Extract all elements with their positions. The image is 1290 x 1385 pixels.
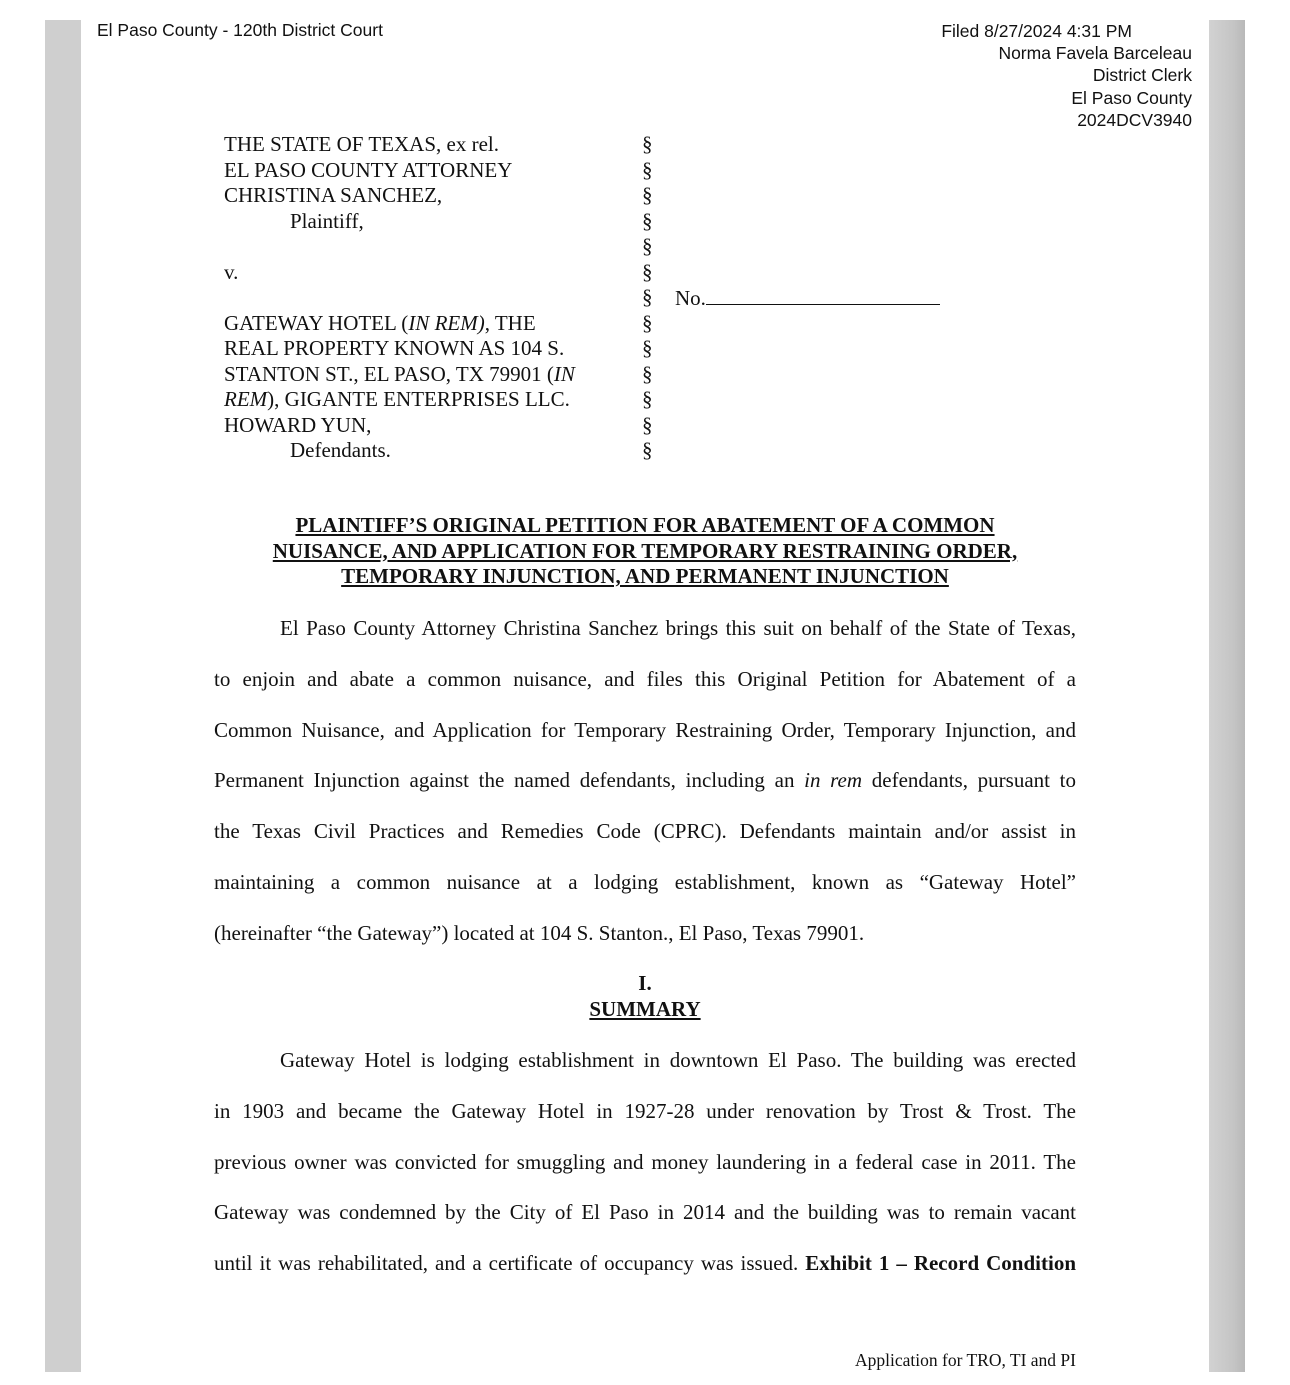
case-number: 2024DCV3940 (1077, 109, 1192, 130)
section-symbol: § (642, 438, 653, 462)
section-symbol: § (642, 208, 653, 233)
left-page-margin (45, 20, 81, 1372)
defendant-role: Defendants. (290, 438, 391, 462)
summary-line (214, 1248, 1076, 1299)
defendant-text: , THE (484, 310, 536, 335)
cause-number-blank (706, 285, 940, 305)
title-line-1: PLAINTIFF’S ORIGINAL PETITION FOR ABATEMENT OF A COMMON (295, 513, 995, 537)
summary-line: in 1903 and became the Gateway Hotel in 1927-28 under renovation by Trost & Trost. The (214, 1098, 1076, 1123)
section-heading (214, 971, 1076, 1022)
cause-number-field (675, 285, 940, 311)
clerk-name: Norma Favela Barceleau (998, 43, 1192, 64)
in-rem-italic: in rem (804, 768, 863, 793)
intro-line: El Paso County Attorney Christina Sanchez brings this suit on behalf of the State of Texas, (280, 616, 1076, 640)
in-rem-italic: IN REM) (408, 310, 485, 335)
in-rem-italic: IN (553, 361, 575, 386)
clerk-title: District Clerk (1092, 65, 1192, 86)
section-symbol: § (642, 234, 653, 258)
section-symbol: § (642, 310, 653, 335)
summary-paragraph (214, 1045, 1076, 1299)
intro-line: to enjoin and abate a common nuisance, and files this Original Petition for Abatement of a (214, 666, 1076, 691)
section-symbol: § (642, 157, 653, 182)
in-rem-italic: REM (224, 387, 268, 411)
intro-paragraph (214, 613, 1076, 969)
defendant-line-2: REAL PROPERTY KNOWN AS 104 S. (224, 336, 565, 360)
defendant-line-3 (224, 362, 575, 388)
section-symbol: § (642, 361, 653, 386)
plaintiff-line-3: CHRISTINA SANCHEZ, (224, 183, 443, 207)
stamp-county: El Paso County (1071, 87, 1192, 108)
summary-line: Gateway Hotel is lodging establishment in downtown El Paso. The building was erected (280, 1048, 1076, 1072)
defendant-text: STANTON ST., EL PASO, TX 79901 ( (224, 361, 554, 386)
defendant-line-1 (224, 311, 575, 337)
section-symbol: § (642, 259, 653, 284)
exhibit-reference: Exhibit 1 – Record Condition (805, 1251, 1076, 1276)
intro-line: Common Nuisance, and Application for Temporary Restraining Order, Temporary Injunction, and (214, 717, 1076, 742)
section-symbol: § (642, 412, 653, 437)
summary-text: until it was rehabilitated, and a certificate of occupancy was issued. (214, 1251, 806, 1276)
intro-line: maintaining a common nuisance at a lodging establishment, known as “Gateway Hotel” (214, 869, 1076, 894)
section-symbol: § (642, 183, 653, 207)
page-footer: Application for TRO, TI and PI (855, 1350, 1076, 1370)
intro-line (214, 765, 1076, 816)
section-symbol: § (642, 132, 653, 156)
filed-datetime: Filed 8/27/2024 4:31 PM (941, 21, 1132, 41)
intro-text: defendants, pursuant to (862, 768, 1077, 793)
defendant-text: GATEWAY HOTEL ( (224, 310, 409, 335)
section-symbol: § (642, 336, 653, 360)
caption-spacer (224, 234, 575, 260)
section-symbol-column (642, 132, 653, 464)
defendant-line-5: HOWARD YUN, (224, 412, 372, 437)
document-title (214, 513, 1076, 590)
section-symbol: § (642, 387, 653, 411)
summary-line: previous owner was convicted for smuggling and money laundering in a federal case in 2011. The (214, 1149, 1076, 1174)
title-line-3: TEMPORARY INJUNCTION, AND PERMANENT INJUNCTION (341, 564, 949, 588)
filing-stamp (941, 20, 1192, 131)
case-caption (224, 132, 575, 464)
title-line-2: NUISANCE, AND APPLICATION FOR TEMPORARY RESTRAINING ORDER, (272, 538, 1018, 563)
caption-spacer (224, 285, 575, 311)
versus: v. (224, 259, 239, 284)
section-title: SUMMARY (589, 996, 701, 1021)
defendant-text: ), GIGANTE ENTERPRISES LLC. (267, 387, 570, 411)
right-page-margin (1209, 20, 1245, 1372)
section-symbol: § (642, 285, 653, 309)
plaintiff-line-1: THE STATE OF TEXAS, ex rel. (224, 132, 499, 156)
defendant-line-4 (224, 387, 575, 413)
cause-number-label: No. (675, 286, 706, 310)
plaintiff-role: Plaintiff, (290, 208, 364, 233)
intro-line: (hereinafter “the Gateway”) located at 104 S. Stanton., El Paso, Texas 79901. (214, 920, 865, 945)
section-numeral: I. (638, 971, 652, 995)
intro-text: Permanent Injunction against the named defendants, including an (214, 768, 805, 793)
court-name: El Paso County - 120th District Court (97, 20, 383, 40)
plaintiff-line-2: EL PASO COUNTY ATTORNEY (224, 157, 513, 182)
summary-line: Gateway was condemned by the City of El Paso in 2014 and the building was to remain vacant (214, 1200, 1076, 1225)
intro-line: the Texas Civil Practices and Remedies Code (CPRC). Defendants maintain and/or assist in (214, 819, 1076, 844)
